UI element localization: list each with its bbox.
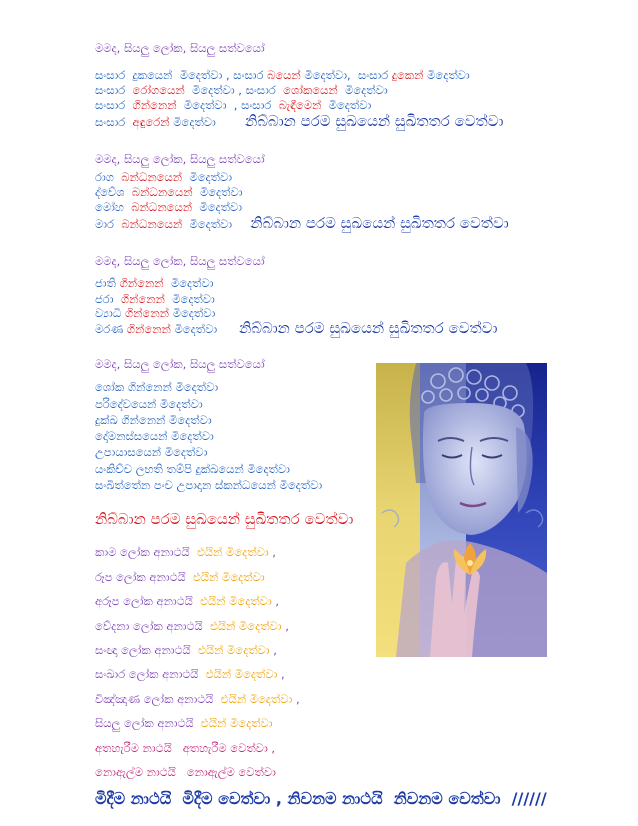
verse-segment: බන්ධනයෙන්	[121, 217, 183, 231]
verse-segment: දුකෙන්	[391, 68, 424, 82]
verse-line	[95, 170, 232, 185]
verse-segment: ,	[271, 594, 280, 608]
verse-segment: මරණ	[95, 322, 127, 336]
verse-line	[95, 791, 547, 808]
verse-segment: ,	[292, 692, 300, 706]
verse-segment: සංඥා ලෝක අනාථයි	[95, 643, 198, 657]
verse-line	[95, 152, 265, 167]
verse-segment: අඳුරෙන්	[132, 115, 170, 129]
verse-segment: මමද, සියලු ලෝක, සියලු සත්වයෝ	[95, 152, 265, 166]
verse-segment: එයින් මිදෙත්වා	[205, 667, 278, 681]
verse-segment: බැඳීමෙන්	[278, 98, 322, 112]
verse-segment: බන්ධනයෙන්	[131, 200, 193, 214]
verse-line	[95, 68, 470, 83]
verse-segment: දෝමනස්සයෙන් මිදෙත්වා	[95, 429, 214, 443]
verse-line	[95, 462, 290, 477]
verse-line	[95, 667, 285, 682]
verse-line	[95, 321, 497, 337]
verse-segment: කාම ලෝක අනාථයි	[95, 545, 197, 559]
verse-segment: විඤ්ඤාණ ලෝක අනාථයි	[95, 692, 221, 706]
verse-segment: එයින් මිදෙත්වා	[209, 619, 282, 633]
verse-segment: යංකිච්ච ලභති තම්පි දුක්ඛයෙන් මිදෙත්වා	[95, 462, 290, 476]
verse-segment: මිදෙත්වා	[169, 115, 246, 129]
verse-segment: මමද, සියලු ලෝක, සියලු සත්වයෝ	[95, 254, 265, 268]
verse-segment: මමද, සියලු ලෝක, සියලු සත්වයෝ	[95, 357, 265, 371]
verse-line	[95, 254, 265, 269]
verse-segment: රූප ලෝක අනාථයි	[95, 570, 193, 584]
verse-segment: ගින්නෙන්	[126, 322, 171, 336]
verse-segment: උපායාසයෙන් මිදෙත්වා	[95, 445, 208, 459]
verse-line	[95, 570, 265, 585]
verse-segment: ශෝක ගින්නෙන් මිදෙත්වා	[95, 380, 219, 394]
verse-line	[95, 445, 207, 460]
verse-segment: මෝහ	[95, 200, 132, 214]
verse-segment: රෝගයෙන්	[132, 83, 185, 97]
verse-segment: සංසාර	[95, 115, 133, 129]
verse-segment: අරූප ලෝක අනාථයි	[95, 594, 201, 608]
verse-segment: මිදෙත්වා	[192, 185, 243, 199]
verse-segment: සියලු ලෝක අනාථයි	[95, 716, 201, 730]
verse-segment: මමද, සියලු ලෝක, සියලු සත්වයෝ	[95, 41, 265, 55]
verse-line	[95, 545, 276, 560]
verse-segment: එයින් මිදෙත්වා	[200, 716, 273, 730]
verse-line	[95, 594, 279, 609]
verse-segment: ද්වේශ	[95, 185, 132, 199]
verse-segment: දුක්ඛ ගින්නෙන් මිදෙත්වා	[95, 413, 212, 427]
verse-segment: මිදෙත්වා	[164, 292, 215, 306]
verse-line	[95, 619, 289, 634]
verse-segment: සංසාර	[95, 98, 133, 112]
verse-segment: බන්ධනයෙන්	[121, 170, 183, 184]
verse-segment: මිදෙත්වා	[163, 276, 214, 290]
verse-segment: ,	[269, 643, 277, 657]
verse-line	[95, 83, 388, 98]
verse-segment: බයෙන්	[267, 68, 301, 82]
verse-line	[95, 98, 371, 113]
verse-segment: එයින් මිදෙත්වා	[197, 545, 269, 559]
verse-segment: නිබ්බාන පරම සුඛයෙන් සුඛිතතර වෙත්වා	[250, 214, 509, 232]
verse-line	[95, 692, 300, 707]
verse-line	[95, 765, 276, 780]
verse-segment: නොඇල්ම නාථයි නොඇල්ම වෙත්වා	[95, 765, 276, 779]
verse-segment: ,	[281, 619, 289, 633]
verse-segment: බන්ධනයෙන්	[131, 185, 193, 199]
verse-segment: මාර	[95, 217, 122, 231]
verse-segment: සංඛාර ලෝක අනාථයි	[95, 667, 206, 681]
verse-line	[95, 41, 265, 56]
verse-line	[95, 413, 212, 428]
verse-segment: රාග	[95, 170, 122, 184]
verse-segment: එයින් මිදෙත්වා	[193, 570, 265, 584]
verse-line	[95, 716, 273, 731]
verse-line	[95, 200, 242, 215]
verse-segment: අතහැරීම නාථයි අතහැරීම වෙත්වා ,	[95, 741, 276, 755]
buddha-painting	[376, 363, 547, 657]
verse-segment: මිදෙත්වා	[182, 217, 251, 231]
verse-segment: ශෝකයෙන්	[283, 83, 338, 97]
verse-line	[95, 306, 215, 321]
verse-segment: මිදෙත්වා	[169, 306, 216, 320]
verse-segment: ජාති	[95, 276, 120, 290]
verse-segment: මිදෙත්වා	[182, 170, 233, 184]
verse-segment: මිදෙත්වා , සංසාර	[184, 83, 284, 97]
verse-segment: මිදෙත්වා	[192, 200, 243, 214]
verse-segment: නිබ්බාන පරම සුඛයෙන් සුඛිතතර වෙත්වා	[245, 112, 504, 130]
verse-line	[95, 216, 509, 232]
verse-segment: මිදීම නාථයි මිදීම වෙත්වා , නිවනම නාථයි නිවනම වෙත්වා //////	[95, 789, 547, 808]
verse-segment: මිදෙත්වා , සංසාර	[176, 98, 279, 112]
verse-segment: සංසාර දුකයෙන් මිදෙත්වා , සංසාර	[95, 68, 268, 82]
verse-segment: ගින්නෙන්	[132, 98, 177, 112]
verse-segment: සංසාර	[95, 83, 133, 97]
verse-segment: එයින් මිදෙත්වා	[197, 643, 270, 657]
verse-line	[95, 185, 243, 200]
verse-line	[95, 397, 203, 412]
verse-segment: මිදෙත්වා	[321, 98, 372, 112]
verse-line	[95, 741, 275, 756]
verse-segment: වේදනා ලෝක අනාථයි	[95, 619, 210, 633]
verse-segment: ජරා	[95, 292, 121, 306]
verse-line	[95, 643, 277, 658]
verse-line	[95, 114, 503, 130]
verse-segment: එයින් මිදෙත්වා	[200, 594, 272, 608]
verse-segment: ,	[277, 667, 285, 681]
verse-line	[95, 478, 322, 493]
buddha-icon	[376, 363, 547, 657]
verse-segment: ව්‍යාධි	[95, 306, 125, 320]
verse-segment: ගින්නෙන්	[124, 306, 170, 320]
verse-line	[95, 292, 215, 307]
verse-segment: ගින්නෙන්	[119, 276, 164, 290]
verse-segment: නිබ්බාන පරම සුඛයෙන් සුඛිතතර වෙත්වා	[95, 510, 354, 528]
verse-segment: මිදෙත්වා	[170, 322, 240, 336]
verse-segment: සංඛිත්තේන පංච උපාදාන ස්කන්ධයෙන් මිදෙත්වා	[95, 478, 323, 492]
verse-line	[95, 276, 214, 291]
verse-line	[95, 380, 218, 395]
verse-segment: එයින් මිදෙත්වා	[220, 692, 293, 706]
verse-segment: ගින්නෙන්	[120, 292, 165, 306]
verse-segment: නිබ්බාන පරම සුඛයෙන් සුඛිතතර වෙත්වා	[239, 319, 498, 337]
verse-segment: මිදෙත්වා	[337, 83, 388, 97]
verse-segment: පරිදේවයෙන් මිදෙත්වා	[95, 397, 203, 411]
verse-segment: මිදෙත්වා, සංසාර	[300, 68, 392, 82]
verse-line	[95, 357, 265, 372]
verse-line	[95, 429, 214, 444]
verse-line	[95, 512, 353, 528]
verse-segment: ,	[268, 545, 276, 559]
verse-segment: මිදෙත්වා	[423, 68, 470, 82]
